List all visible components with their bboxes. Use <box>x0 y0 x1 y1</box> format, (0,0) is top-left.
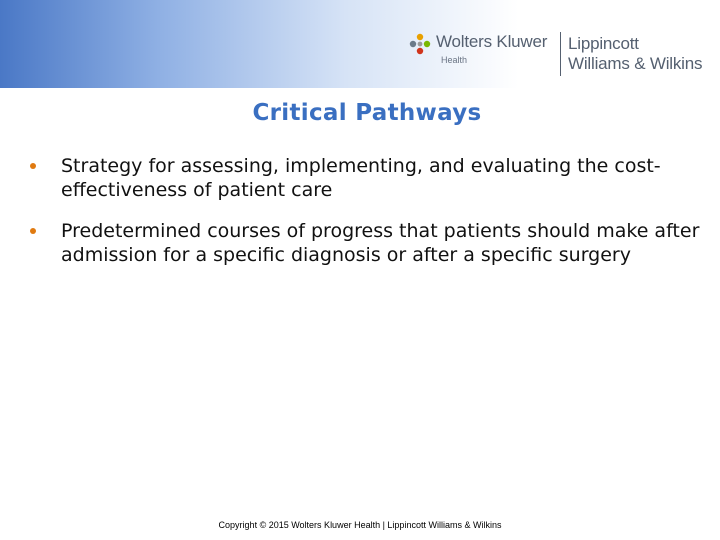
slide-title: Critical Pathways <box>252 100 482 126</box>
logo-partner-line-2: Williams & Wilkins <box>568 54 703 73</box>
wolters-kluwer-logo-icon <box>408 32 432 56</box>
bullet-list <box>30 154 712 284</box>
bullet-marker <box>30 163 36 169</box>
logo-company-name: Wolters Kluwer <box>436 32 548 51</box>
bullet-text: Predetermined courses of progress that patients should make after admission for a specific diagnosis or after a specific surgery <box>61 220 700 266</box>
bullet-item <box>30 154 712 202</box>
logo-divider <box>560 32 561 76</box>
copyright-footer: Copyright © 2015 Wolters Kluwer Health | Lippincott Williams & Wilkins <box>218 520 502 530</box>
logo-partner-line-1: Lippincott <box>568 34 639 53</box>
bullet-marker <box>30 228 36 234</box>
logo-division-name: Health <box>441 55 468 65</box>
bullet-text: Strategy for assessing, implementing, and evaluating the cost-effectiveness of patient care <box>61 155 661 201</box>
publisher-logo <box>408 30 714 78</box>
bullet-item <box>30 219 712 267</box>
